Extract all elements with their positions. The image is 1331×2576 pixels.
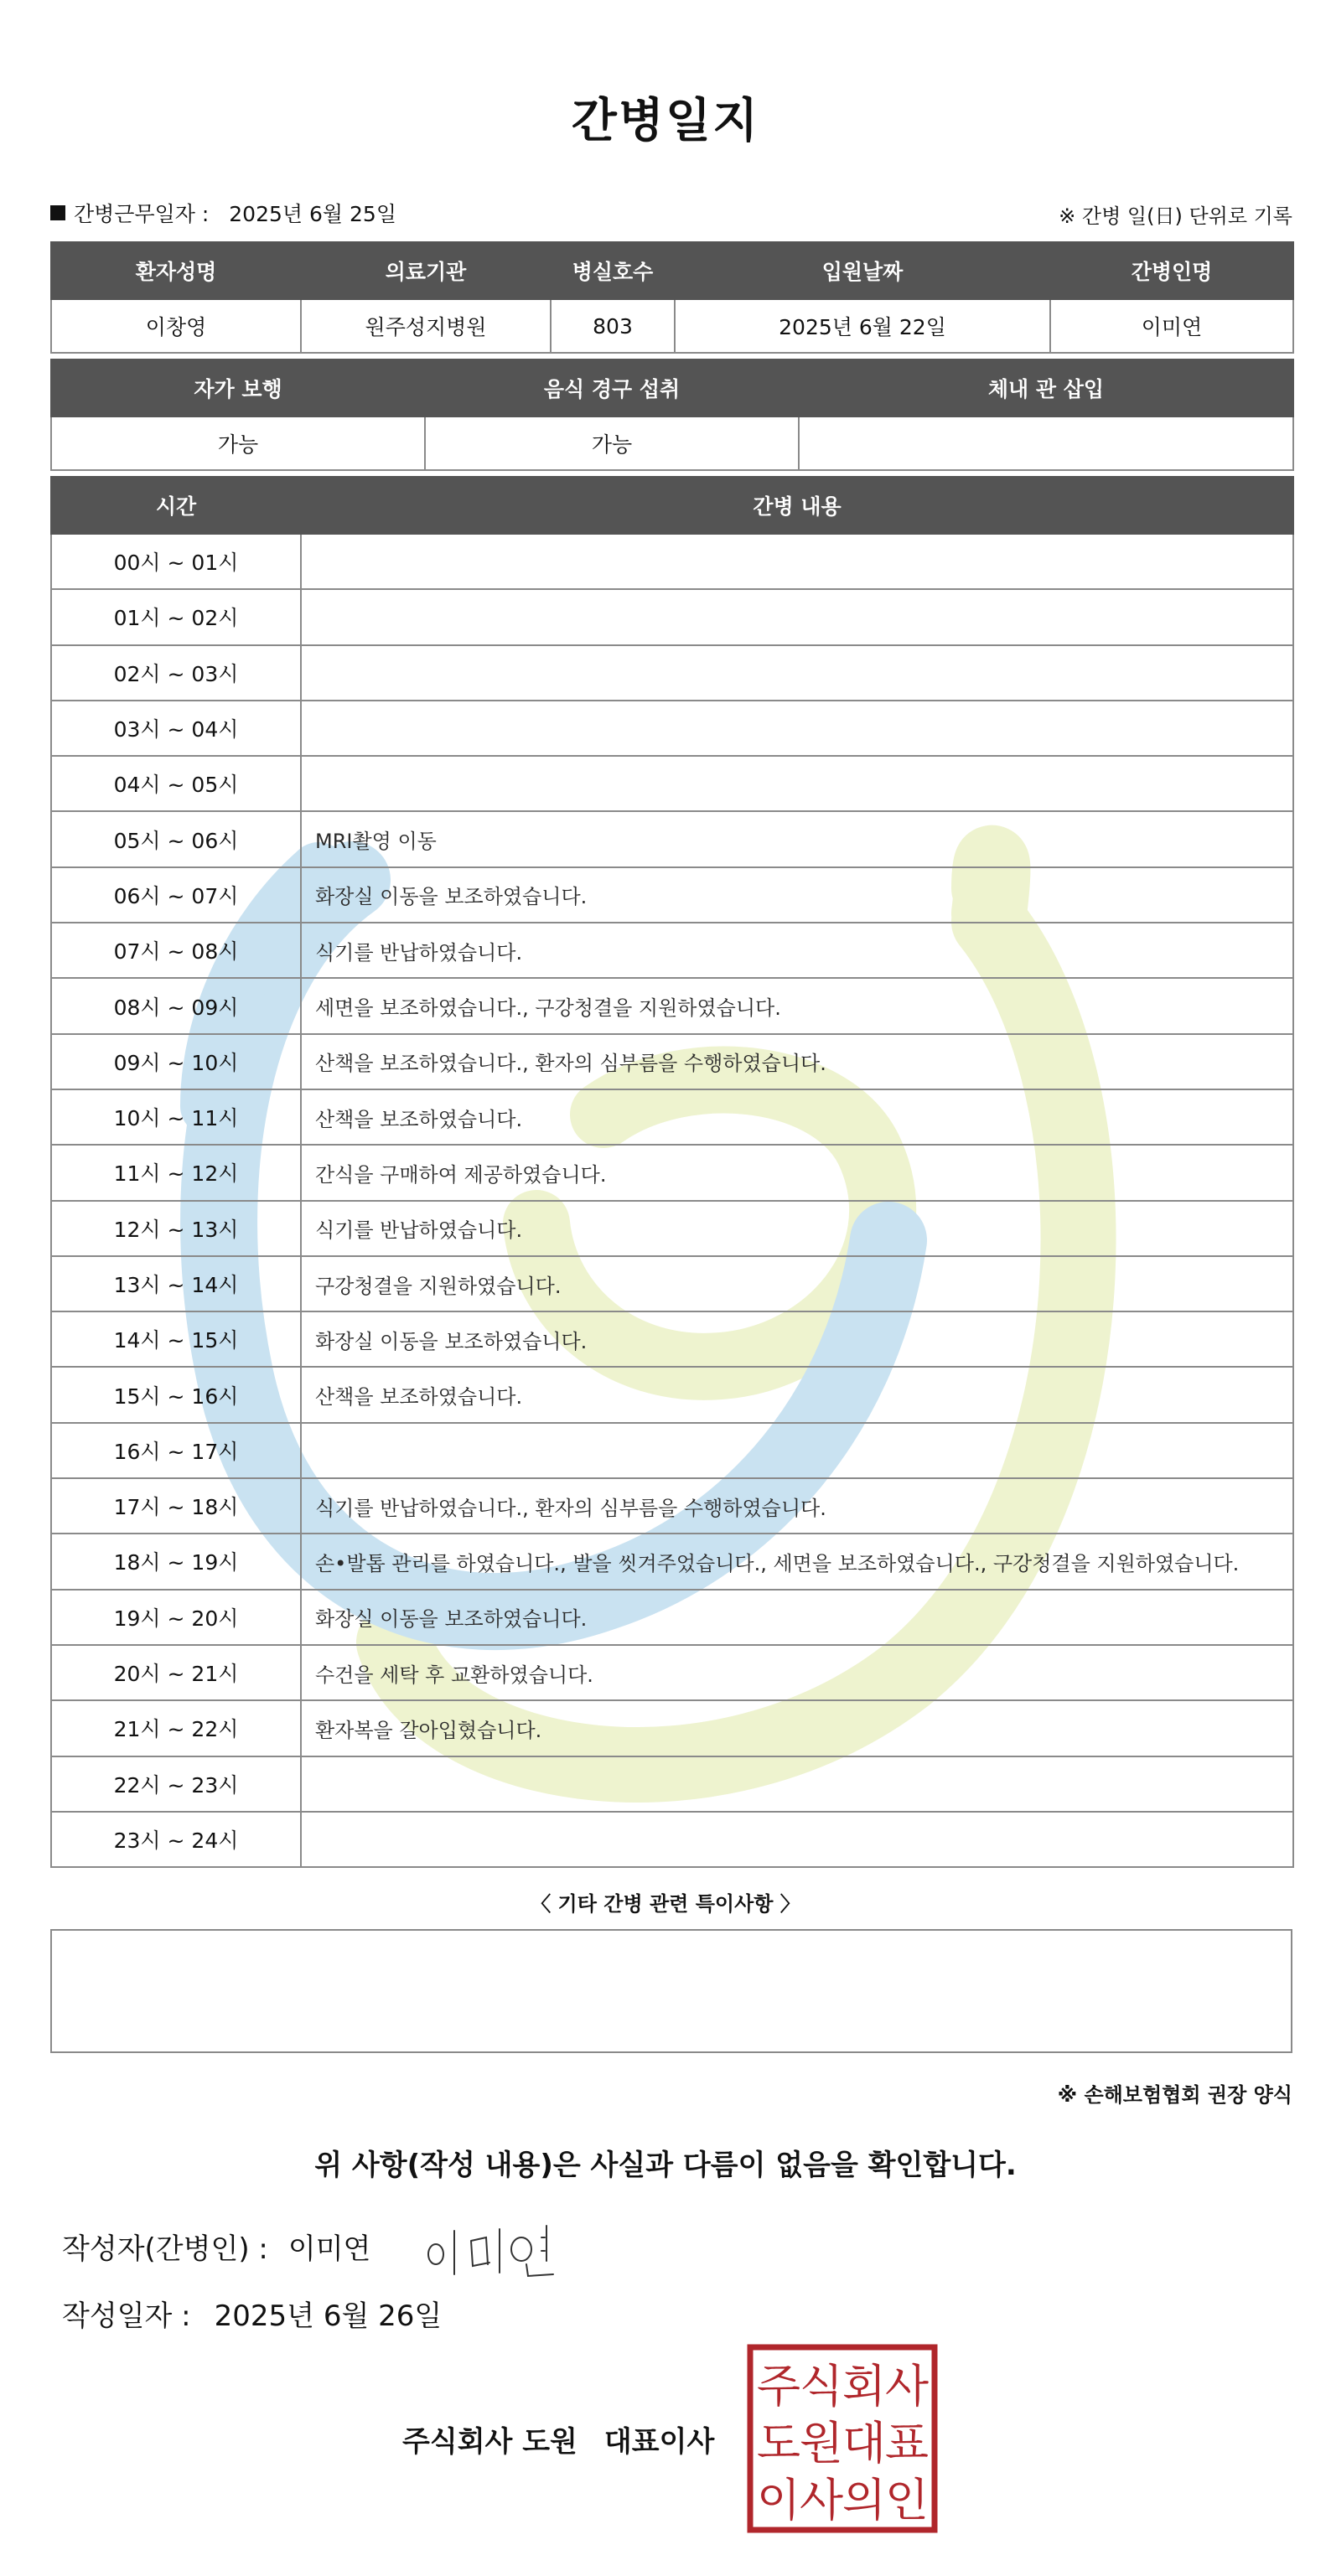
time-slot: 11시 ~ 12시	[51, 1145, 301, 1200]
table-row	[51, 1534, 1293, 1589]
care-log-table	[50, 476, 1294, 1868]
care-content: 산책을 보조하였습니다.	[301, 1089, 1293, 1145]
company-seal-stamp	[746, 2343, 939, 2534]
company-signature	[402, 2418, 714, 2460]
care-content	[301, 1812, 1293, 1867]
form-source-note: ※ 손해보험협회 권장 양식	[1057, 2083, 1292, 2107]
hospital-name: 원주성지병원	[301, 299, 551, 353]
time-slot: 01시 ~ 02시	[51, 589, 301, 644]
patient-status-table	[50, 359, 1294, 471]
care-content	[301, 534, 1293, 589]
care-content: 산책을 보조하였습니다., 환자의 심부름을 수행하였습니다.	[301, 1034, 1293, 1089]
care-content: 화장실 이동을 보조하였습니다.	[301, 1590, 1293, 1645]
time-slot: 20시 ~ 21시	[51, 1645, 301, 1700]
care-content: 산책을 보조하였습니다.	[301, 1367, 1293, 1422]
time-slot: 12시 ~ 13시	[51, 1201, 301, 1256]
time-slot: 22시 ~ 23시	[51, 1756, 301, 1812]
time-slot: 13시 ~ 14시	[51, 1256, 301, 1311]
page-title: 간병일지	[571, 94, 760, 148]
header-room-number: 병실호수	[551, 242, 675, 299]
seal-character: 인	[884, 2474, 930, 2527]
header-self-walking: 자가 보행	[51, 360, 425, 416]
time-slot: 16시 ~ 17시	[51, 1423, 301, 1478]
seal-character: 주	[756, 2360, 801, 2413]
time-slot: 21시 ~ 22시	[51, 1700, 301, 1756]
table-row	[51, 1311, 1293, 1367]
work-date-label: 간병근무일자 :	[74, 202, 210, 226]
company-role: 대표이사	[603, 2425, 715, 2459]
table-row	[51, 701, 1293, 756]
time-slot: 00시 ~ 01시	[51, 534, 301, 589]
time-slot: 06시 ~ 07시	[51, 867, 301, 923]
care-content: 간식을 구매하여 제공하였습니다.	[301, 1145, 1293, 1200]
care-content	[301, 756, 1293, 811]
seal-character: 식	[799, 2360, 844, 2413]
table-row	[51, 1034, 1293, 1089]
writer-name: 이미연	[287, 2232, 371, 2266]
table-row	[51, 589, 1293, 644]
header-admission-date: 입원날짜	[675, 242, 1050, 299]
care-content: 화장실 이동을 보조하였습니다.	[301, 1311, 1293, 1367]
care-content: 식기를 반납하였습니다., 환자의 심부름을 수행하였습니다.	[301, 1478, 1293, 1534]
care-content: 세면을 보조하였습니다., 구강청결을 지원하였습니다.	[301, 978, 1293, 1033]
table-row	[51, 1367, 1293, 1422]
care-content: 화장실 이동을 보조하였습니다.	[301, 867, 1293, 923]
header-caregiver-name: 간병인명	[1050, 242, 1293, 299]
header-oral-intake: 음식 경구 섭취	[425, 360, 799, 416]
table-row	[51, 1201, 1293, 1256]
care-content	[301, 1423, 1293, 1478]
care-content: 식기를 반납하였습니다.	[301, 923, 1293, 978]
time-slot: 05시 ~ 06시	[51, 811, 301, 866]
seal-character: 의	[842, 2474, 887, 2527]
care-content	[301, 645, 1293, 701]
header-care-content: 간병 내용	[301, 477, 1293, 534]
care-content: MRI촬영 이동	[301, 811, 1293, 866]
self-walking-value: 가능	[51, 416, 425, 470]
care-content	[301, 589, 1293, 644]
bullet-square-icon	[50, 205, 65, 220]
time-slot: 07시 ~ 08시	[51, 923, 301, 978]
tube-insertion-value	[799, 416, 1293, 470]
table-row	[51, 1590, 1293, 1645]
time-slot: 23시 ~ 24시	[51, 1812, 301, 1867]
table-row	[51, 1423, 1293, 1478]
patient-info-table	[50, 241, 1294, 354]
patient-name: 이창영	[51, 299, 301, 353]
company-name: 주식회사 도원	[402, 2425, 577, 2459]
table-row	[51, 756, 1293, 811]
time-slot: 08시 ~ 09시	[51, 978, 301, 1033]
header-patient-name: 환자성명	[51, 242, 301, 299]
writer-label: 작성자(간병인) :	[62, 2232, 268, 2266]
written-date-label: 작성일자 :	[62, 2299, 191, 2333]
header-tube-insertion: 체내 관 삽입	[799, 360, 1293, 416]
seal-character: 대	[842, 2417, 887, 2470]
table-row	[51, 1478, 1293, 1534]
confirmation-statement: 위 사항(작성 내용)은 사실과 다름이 없음을 확인합니다.	[314, 2149, 1017, 2182]
admission-date: 2025년 6월 22일	[675, 299, 1050, 353]
time-slot: 09시 ~ 10시	[51, 1034, 301, 1089]
table-row	[51, 1145, 1293, 1200]
seal-character: 이	[756, 2474, 801, 2527]
seal-character: 사	[884, 2360, 930, 2413]
unit-note: ※ 간병 일(日) 단위로 기록	[1059, 204, 1292, 228]
table-row	[51, 534, 1293, 589]
care-content	[301, 701, 1293, 756]
table-row	[51, 867, 1293, 923]
header-hospital: 의료기관	[301, 242, 551, 299]
time-slot: 02시 ~ 03시	[51, 645, 301, 701]
table-row	[51, 1256, 1293, 1311]
time-slot: 18시 ~ 19시	[51, 1534, 301, 1589]
time-slot: 15시 ~ 16시	[51, 1367, 301, 1422]
written-date-value: 2025년 6월 26일	[214, 2299, 443, 2333]
caregiver-name: 이미연	[1050, 299, 1293, 353]
table-row	[51, 645, 1293, 701]
care-content: 식기를 반납하였습니다.	[301, 1201, 1293, 1256]
table-row	[51, 1089, 1293, 1145]
care-content: 손•발톱 관리를 하였습니다., 발을 씻겨주었습니다., 세면을 보조하였습니다., 구강청결을 지원하였습니다.	[301, 1534, 1293, 1589]
table-row	[51, 1812, 1293, 1867]
time-slot: 17시 ~ 18시	[51, 1478, 301, 1534]
notes-box	[50, 1929, 1292, 2053]
oral-intake-value: 가능	[425, 416, 799, 470]
seal-character: 원	[799, 2417, 844, 2470]
care-content: 환자복을 갈아입혔습니다.	[301, 1700, 1293, 1756]
care-content: 구강청결을 지원하였습니다.	[301, 1256, 1293, 1311]
time-slot: 03시 ~ 04시	[51, 701, 301, 756]
table-row	[51, 1756, 1293, 1812]
care-content: 수건을 세탁 후 교환하였습니다.	[301, 1645, 1293, 1700]
table-row	[51, 811, 1293, 866]
seal-character: 회	[842, 2360, 887, 2413]
care-content	[301, 1756, 1293, 1812]
writer-row	[62, 2226, 370, 2267]
work-date-value: 2025년 6월 25일	[229, 202, 396, 226]
time-slot: 10시 ~ 11시	[51, 1089, 301, 1145]
written-date	[62, 2293, 442, 2334]
table-row	[51, 978, 1293, 1033]
handwritten-signature	[419, 2212, 587, 2279]
header-time: 시간	[51, 477, 301, 534]
seal-character: 표	[884, 2417, 930, 2470]
seal-character: 도	[756, 2417, 801, 2470]
table-row	[51, 923, 1293, 978]
seal-character: 사	[799, 2474, 844, 2527]
notes-title: 〈 기타 간병 관련 특이사항 〉	[531, 1892, 800, 1916]
room-number: 803	[551, 299, 675, 353]
table-row	[51, 1700, 1293, 1756]
time-slot: 14시 ~ 15시	[51, 1311, 301, 1367]
work-date	[50, 198, 396, 228]
table-row	[51, 1645, 1293, 1700]
time-slot: 04시 ~ 05시	[51, 756, 301, 811]
time-slot: 19시 ~ 20시	[51, 1590, 301, 1645]
